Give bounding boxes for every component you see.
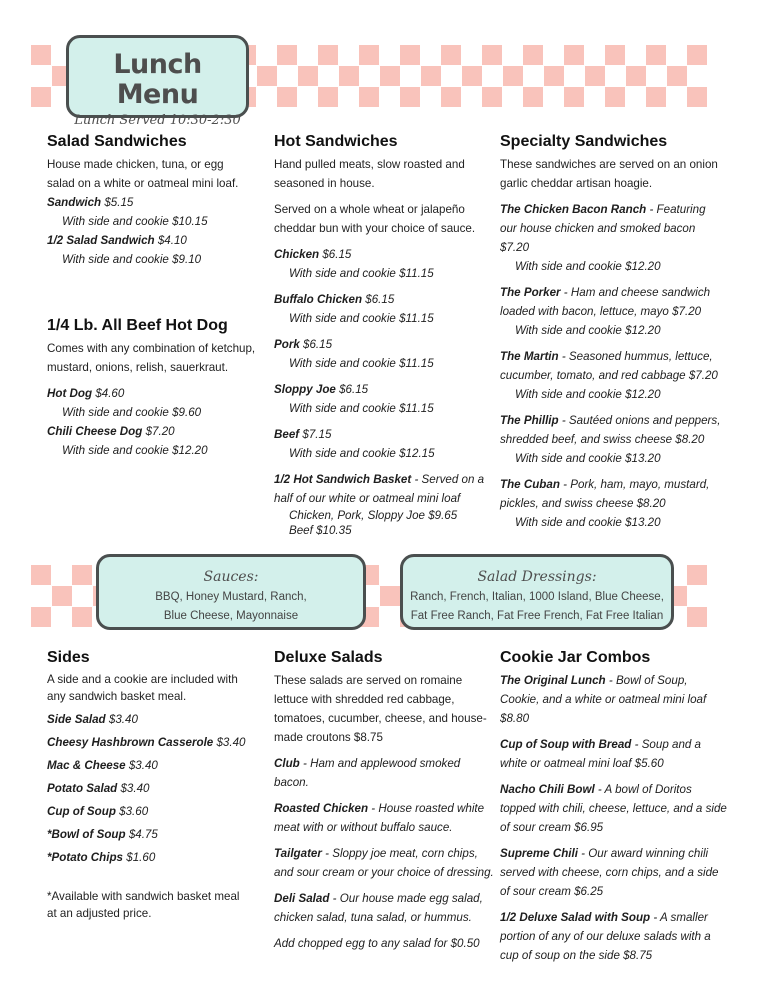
checker-square <box>277 87 297 107</box>
checker-square <box>523 87 543 107</box>
item-name: Chicken <box>274 248 320 261</box>
item-desc: - Bowl of Soup, Cookie, and a white or oatmeal mini loaf $8.80 <box>500 674 707 725</box>
section-deluxe-salads <box>274 647 496 953</box>
checker-square <box>482 87 502 107</box>
sauces-line: BBQ, Honey Mustard, Ranch, <box>155 591 307 603</box>
basket-line: Beef $10.35 <box>289 524 352 537</box>
item-price: $5.15 <box>104 196 134 209</box>
menu-item <box>47 757 277 774</box>
section-description: House made chicken, tuna, or egg salad on a white or oatmeal mini loaf. <box>47 158 239 190</box>
item-name: Supreme Chili <box>500 847 578 860</box>
menu-item <box>500 283 725 321</box>
item-combo: With side and cookie $12.20 <box>515 324 661 337</box>
item-desc: - Sautéed onions and peppers, shredded beef, and swiss cheese $8.20 <box>500 414 721 446</box>
checker-square <box>400 87 420 107</box>
menu-item <box>274 889 496 927</box>
item-name: 1/2 Hot Sandwich Basket <box>274 473 412 486</box>
menu-item <box>47 803 277 820</box>
menu-item <box>274 245 494 264</box>
checker-square <box>441 87 461 107</box>
checker-square <box>31 87 51 107</box>
menu-item <box>47 384 277 403</box>
checker-square <box>482 45 502 65</box>
checker-square <box>380 586 400 606</box>
menu-item <box>47 711 277 728</box>
item-name: Cup of Soup <box>47 805 116 818</box>
checker-square <box>564 45 584 65</box>
checker-square <box>687 45 707 65</box>
menu-item <box>274 799 496 837</box>
item-combo: With side and cookie $9.60 <box>62 406 202 419</box>
checker-square <box>298 66 318 86</box>
section-heading: Hot Sandwiches <box>274 133 398 150</box>
checker-square <box>523 45 543 65</box>
checker-square <box>318 87 338 107</box>
checker-square <box>687 565 707 585</box>
item-price: $6.15 <box>365 293 395 306</box>
checker-square <box>31 565 51 585</box>
section-heading: Specialty Sandwiches <box>500 133 668 150</box>
item-name: Sandwich <box>47 196 102 209</box>
item-name: Roasted Chicken <box>274 802 369 815</box>
menu-item <box>47 734 277 751</box>
item-desc: - Sloppy joe meat, corn chips, and sour cream or your choice of dressing. <box>274 847 494 879</box>
menu-item <box>47 780 277 797</box>
item-desc: - Served on a half of our white or oatmeal mini loaf <box>274 473 485 505</box>
checker-square <box>421 66 441 86</box>
checker-square <box>318 45 338 65</box>
item-price: $3.40 <box>108 713 138 726</box>
item-name: The Martin <box>500 350 559 363</box>
item-name: Beef <box>274 428 300 441</box>
item-price: $6.15 <box>339 383 369 396</box>
item-name: Tailgater <box>274 847 322 860</box>
item-name: The Chicken Bacon Ranch <box>500 203 647 216</box>
item-desc: - A smaller portion of any of our deluxe salads with a cup of soup on the side $8.75 <box>500 911 711 962</box>
item-desc: - House roasted white meat with or without buffalo sauce. <box>274 802 485 834</box>
checker-square <box>359 45 379 65</box>
item-price: $7.15 <box>302 428 332 441</box>
section-description: A side and a cookie are included with any sandwich basket meal. <box>47 673 238 703</box>
checker-square <box>441 45 461 65</box>
checker-square <box>544 66 564 86</box>
section-description: These salads are served on romaine lettuce with shredded red cabbage, tomatoes, cucumber, cheese, and house-made croutons $8.75 <box>274 674 487 744</box>
item-name: Pork <box>274 338 300 351</box>
item-price: $4.10 <box>157 234 187 247</box>
item-price: $6.15 <box>303 338 333 351</box>
menu-item <box>500 411 725 449</box>
checker-square <box>687 87 707 107</box>
item-combo: With side and cookie $9.10 <box>62 253 202 266</box>
item-price: $3.60 <box>119 805 149 818</box>
menu-item <box>274 754 496 792</box>
item-desc: - Our award winning chili served with cheese, corn chips, and a side of sour cream $6.25 <box>500 847 719 898</box>
menu-item <box>47 231 277 250</box>
item-desc: - Our house made egg salad, chicken salad, tuna salad, or hummus. <box>274 892 483 924</box>
item-price: $6.15 <box>322 248 352 261</box>
item-price: $4.60 <box>95 387 125 400</box>
menu-item <box>274 380 494 399</box>
item-desc: - Featuring our house chicken and smoked bacon $7.20 <box>500 203 706 254</box>
menu-item <box>274 335 494 354</box>
checker-square <box>605 87 625 107</box>
item-price: $1.60 <box>126 851 156 864</box>
checker-square <box>646 45 666 65</box>
checker-square <box>52 586 72 606</box>
sauces-line: Blue Cheese, Mayonnaise <box>163 610 299 622</box>
item-name: Hot Dog <box>47 387 93 400</box>
checker-square <box>31 45 51 65</box>
menu-item <box>500 844 728 901</box>
section-heading: 1/4 Lb. All Beef Hot Dog <box>47 317 228 334</box>
item-combo: With side and cookie $11.15 <box>289 267 434 280</box>
menu-item <box>274 425 494 444</box>
menu-item <box>500 200 725 257</box>
item-price: $3.40 <box>120 782 150 795</box>
item-combo: With side and cookie $11.15 <box>289 402 434 415</box>
item-combo: With side and cookie $10.15 <box>62 215 208 228</box>
menu-item <box>500 908 728 965</box>
item-desc: - Ham and cheese sandwich loaded with bacon, lettuce, mayo $7.20 <box>500 286 711 318</box>
checker-square <box>626 66 646 86</box>
menu-item-basket <box>274 470 494 508</box>
checker-square <box>667 66 687 86</box>
section-hot-dog <box>47 315 277 460</box>
section-description-2: Served on a whole wheat or jalapeño cheddar bun with your choice of sauce. <box>274 203 476 235</box>
section-description: Hand pulled meats, slow roasted and seasoned in house. <box>274 158 465 190</box>
checker-square <box>72 607 92 627</box>
checker-square <box>564 87 584 107</box>
item-name: Cheesy Hashbrown Casserole <box>47 736 214 749</box>
item-name: The Phillip <box>500 414 559 427</box>
menu-item <box>500 347 725 385</box>
section-cookie-jar-combos <box>500 647 728 965</box>
salad-note: Add chopped egg to any salad for $0.50 <box>274 937 480 950</box>
checker-square <box>277 45 297 65</box>
section-heading: Sides <box>47 649 90 666</box>
item-combo: With side and cookie $11.15 <box>289 357 434 370</box>
checker-square <box>503 66 523 86</box>
checker-square <box>31 607 51 627</box>
item-name: The Original Lunch <box>500 674 606 687</box>
item-name: Nacho Chili Bowl <box>500 783 595 796</box>
dressings-line: Ranch, French, Italian, 1000 Island, Blue Cheese, <box>410 591 664 603</box>
item-name: Club <box>274 757 300 770</box>
menu-item <box>274 844 496 882</box>
menu-item <box>500 780 728 837</box>
checker-square <box>72 565 92 585</box>
section-specialty-sandwiches <box>500 131 725 532</box>
item-name: The Porker <box>500 286 561 299</box>
menu-item <box>274 290 494 309</box>
menu-item <box>500 735 728 773</box>
item-combo: With side and cookie $13.20 <box>515 452 661 465</box>
item-combo: With side and cookie $12.20 <box>515 260 661 273</box>
item-desc: - Ham and applewood smoked bacon. <box>274 757 461 789</box>
item-name: Sloppy Joe <box>274 383 336 396</box>
item-name: *Bowl of Soup <box>47 828 126 841</box>
checker-square <box>339 66 359 86</box>
item-name: Deli Salad <box>274 892 330 905</box>
dressings-heading: Salad Dressings: <box>477 569 597 585</box>
item-combo: With side and cookie $12.15 <box>289 447 435 460</box>
item-price: $3.40 <box>216 736 246 749</box>
item-combo: With side and cookie $12.20 <box>62 444 208 457</box>
item-desc: - Seasoned hummus, lettuce, cucumber, tomato, and red cabbage $7.20 <box>500 350 718 382</box>
item-price: $4.75 <box>128 828 158 841</box>
section-sides <box>47 647 277 922</box>
item-combo: With side and cookie $13.20 <box>515 516 661 529</box>
item-desc: - Soup and a white or oatmeal mini loaf $5.60 <box>500 738 702 770</box>
sauces-panel <box>96 554 366 630</box>
item-desc: - Pork, ham, mayo, mustard, pickles, and swiss cheese $8.20 <box>500 478 710 510</box>
item-name: Chili Cheese Dog <box>47 425 143 438</box>
menu-item <box>47 422 277 441</box>
section-salad-sandwiches <box>47 131 277 269</box>
section-heading: Deluxe Salads <box>274 649 383 666</box>
menu-item <box>47 849 277 866</box>
checker-square <box>585 66 605 86</box>
page-subtitle: Lunch Served 10:30-2:30 <box>74 113 241 128</box>
dressings-panel <box>400 554 674 630</box>
menu-item <box>47 193 277 212</box>
section-hot-sandwiches <box>274 131 494 538</box>
menu-item <box>500 475 725 513</box>
checker-square <box>400 45 420 65</box>
checker-square <box>257 66 277 86</box>
item-price: $3.40 <box>128 759 158 772</box>
menu-item <box>500 671 728 728</box>
checker-square <box>380 66 400 86</box>
title-panel <box>66 35 249 128</box>
checker-square <box>646 87 666 107</box>
checker-square <box>687 607 707 627</box>
section-description: Comes with any combination of ketchup, mustard, onions, relish, sauerkraut. <box>47 342 256 374</box>
menu-item <box>47 826 277 843</box>
item-combo: With side and cookie $11.15 <box>289 312 434 325</box>
item-name: Buffalo Chicken <box>274 293 363 306</box>
sides-footnote: *Available with sandwich basket meal at an adjusted price. <box>47 890 240 920</box>
dressings-line: Fat Free Ranch, Fat Free French, Fat Free Italian <box>410 610 664 622</box>
item-combo: With side and cookie $12.20 <box>515 388 661 401</box>
item-name: Mac & Cheese <box>47 759 126 772</box>
item-price: $7.20 <box>145 425 175 438</box>
item-name: 1/2 Salad Sandwich <box>47 234 155 247</box>
item-name: The Cuban <box>500 478 560 491</box>
section-heading: Salad Sandwiches <box>47 133 187 150</box>
checker-square <box>462 66 482 86</box>
item-name: Cup of Soup with Bread <box>500 738 632 751</box>
sauces-heading: Sauces: <box>203 569 259 585</box>
basket-line: Chicken, Pork, Sloppy Joe $9.65 <box>289 509 458 522</box>
item-name: Side Salad <box>47 713 106 726</box>
checker-square <box>605 45 625 65</box>
checker-square <box>359 87 379 107</box>
item-desc: - A bowl of Doritos topped with chili, cheese, lettuce, and a side of sour cream $6.95 <box>500 783 727 834</box>
item-name: Potato Salad <box>47 782 118 795</box>
item-name: *Potato Chips <box>47 851 124 864</box>
section-description: These sandwiches are served on an onion garlic cheddar artisan hoagie. <box>500 158 718 190</box>
page-title: Lunch Menu <box>113 49 202 110</box>
item-name: 1/2 Deluxe Salad with Soup <box>500 911 651 924</box>
section-heading: Cookie Jar Combos <box>500 649 651 666</box>
